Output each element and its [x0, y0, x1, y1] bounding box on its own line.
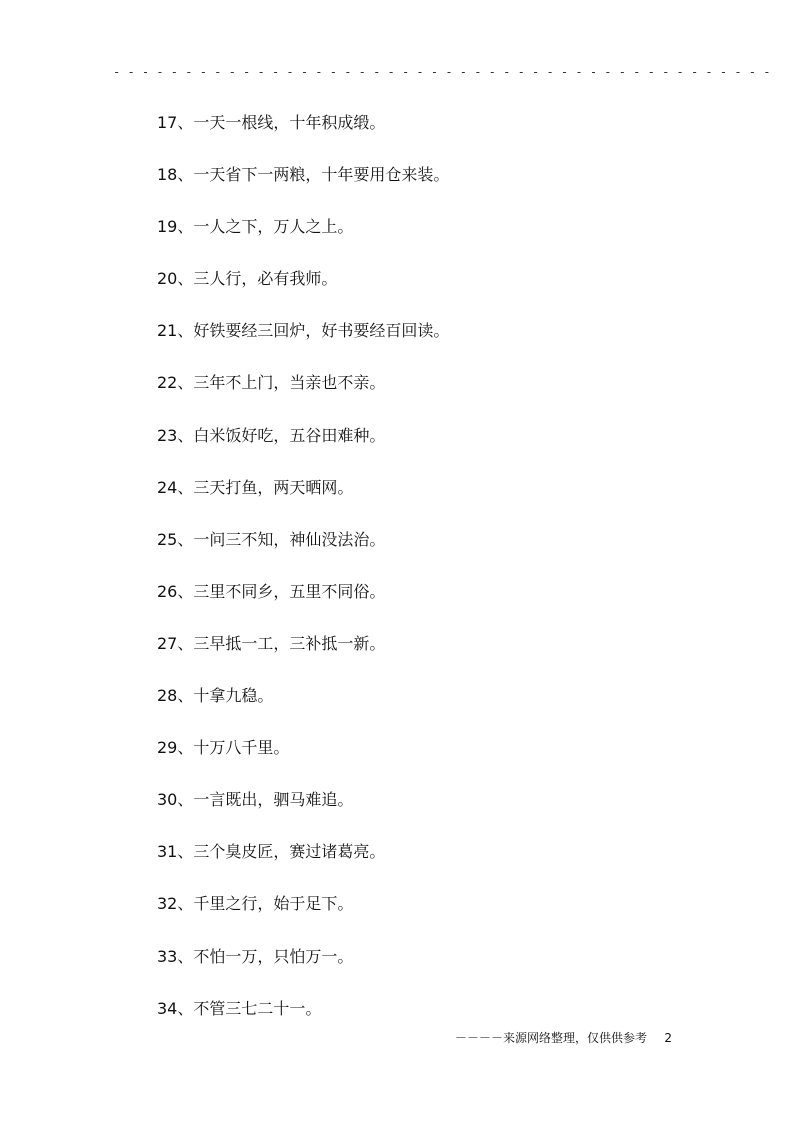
header-dashed-rule: - - - - - - - - - - - - - - - - - - - - - - - - - - - - - - - - - - - - - - - - - - - - - -: [113, 65, 771, 79]
item-text: 十万八千里。: [193, 738, 290, 758]
item-separator: 、: [177, 738, 194, 758]
item-text: 三早抵一工，三补抵一新。: [193, 633, 386, 653]
item-number: 32: [157, 894, 178, 914]
item-number: 34: [157, 998, 178, 1018]
list-item: [157, 996, 449, 1048]
proverb-list: [157, 110, 449, 1048]
item-separator: 、: [177, 113, 194, 132]
list-item: [157, 475, 449, 527]
item-number: 26: [157, 581, 178, 601]
item-text: 十拿九稳。: [193, 686, 274, 706]
list-item: [157, 527, 449, 579]
list-item: [157, 787, 449, 839]
list-item: [157, 839, 449, 891]
item-separator: 、: [177, 686, 194, 706]
list-item: [157, 423, 449, 475]
item-number: 27: [157, 633, 178, 653]
list-item: [157, 110, 449, 162]
item-text: 三个臭皮匠，赛过诸葛亮。: [193, 842, 386, 862]
item-separator: 、: [177, 946, 194, 966]
item-number: 22: [157, 373, 178, 393]
list-item: [157, 318, 449, 370]
item-text: 三人行，必有我师。: [193, 269, 338, 289]
item-number: 29: [157, 738, 178, 758]
item-number: 21: [157, 321, 178, 341]
list-item: [157, 266, 449, 318]
item-text: 不管三七二十一。: [193, 998, 322, 1018]
item-text: 一天一根线，十年积成缎。: [193, 113, 386, 132]
item-number: 23: [157, 425, 178, 445]
item-text: 一天省下一两粮，十年要用仓来装。: [193, 165, 450, 185]
item-separator: 、: [177, 373, 194, 393]
list-item: [157, 162, 449, 214]
item-number: 18: [157, 165, 178, 185]
list-item: [157, 735, 449, 787]
footer-source-note: －－－－来源网络整理，仅供供参考: [455, 1031, 648, 1045]
item-text: 三天打鱼，两天晒网。: [193, 477, 354, 497]
item-number: 25: [157, 529, 178, 549]
item-text: 三年不上门，当亲也不亲。: [193, 373, 386, 393]
list-item: [157, 214, 449, 266]
item-text: 好铁要经三回炉，好书要经百回读。: [193, 321, 450, 341]
item-separator: 、: [177, 165, 194, 185]
item-separator: 、: [177, 321, 194, 341]
list-item: [157, 370, 449, 422]
item-text: 千里之行，始于足下。: [193, 894, 354, 914]
item-separator: 、: [177, 529, 194, 549]
item-separator: 、: [177, 894, 194, 914]
list-item: [157, 631, 449, 683]
item-text: 三里不同乡，五里不同俗。: [193, 581, 386, 601]
item-number: 19: [157, 217, 178, 237]
item-number: 24: [157, 477, 178, 497]
item-text: 白米饭好吃，五谷田难种。: [193, 425, 386, 445]
item-text: 一问三不知，神仙没法治。: [193, 529, 386, 549]
item-separator: 、: [177, 217, 194, 237]
list-item: [157, 579, 449, 631]
page-footer: [455, 1028, 680, 1048]
item-text: 一人之下，万人之上。: [193, 217, 354, 237]
item-number: 20: [157, 269, 178, 289]
list-item: [157, 944, 449, 996]
item-text: 一言既出，驷马难追。: [193, 790, 354, 810]
item-separator: 、: [177, 998, 194, 1018]
item-number: 28: [157, 686, 178, 706]
item-number: 33: [157, 946, 178, 966]
item-separator: 、: [177, 581, 194, 601]
page-number: 2: [664, 1031, 672, 1045]
item-number: 31: [157, 842, 178, 862]
item-separator: 、: [177, 790, 194, 810]
list-item: [157, 891, 449, 943]
item-number: 30: [157, 790, 178, 810]
item-number: 17: [157, 113, 178, 132]
item-text: 不怕一万，只怕万一。: [193, 946, 354, 966]
item-separator: 、: [177, 842, 194, 862]
list-item: [157, 683, 449, 735]
item-separator: 、: [177, 425, 194, 445]
item-separator: 、: [177, 477, 194, 497]
item-separator: 、: [177, 269, 194, 289]
item-separator: 、: [177, 633, 194, 653]
